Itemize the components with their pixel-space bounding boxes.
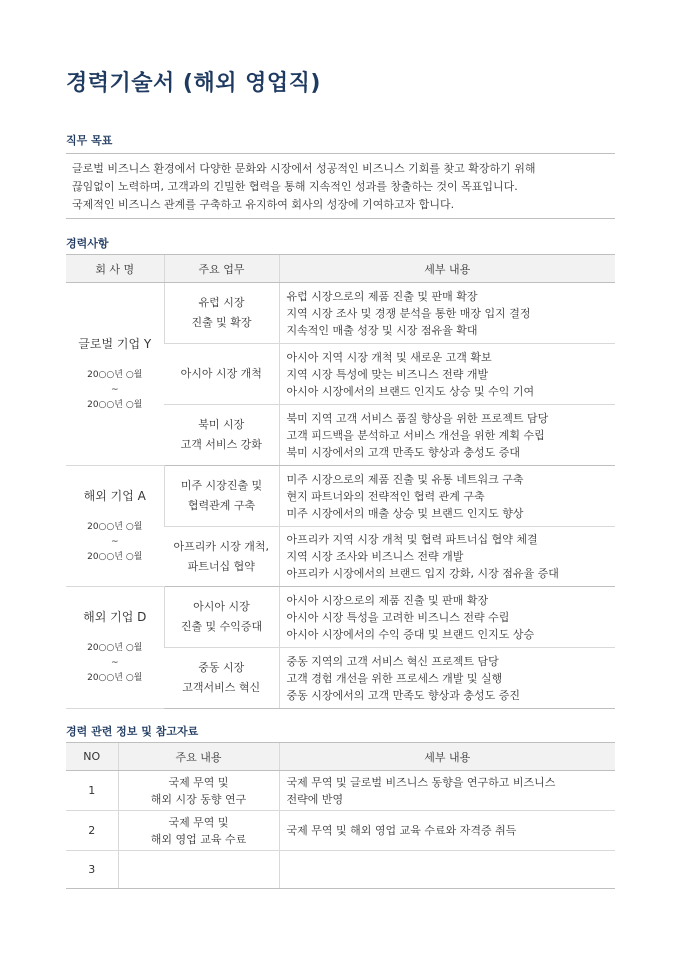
period-tilde: ~	[110, 536, 119, 547]
period-end: 20○○년 ○월	[87, 551, 143, 562]
detail-line: 아시아 시장 특성을 고려한 비즈니스 전략 수립	[286, 610, 510, 624]
period-start: 20○○년 ○월	[87, 643, 143, 653]
ref-main	[118, 851, 279, 889]
header-detail: 세부 내용	[279, 255, 615, 283]
ref-no: 1	[66, 771, 118, 811]
detail-line: 북미 지역 고객 서비스 품질 향상을 위한 프로젝트 담당	[286, 411, 549, 425]
header-company: 회 사 명	[66, 255, 164, 283]
detail-cell	[279, 283, 615, 344]
detail-line: 미주 시장에서의 매출 상승 및 브랜드 인지도 향상	[286, 506, 524, 520]
ref-main-line: 국제 무역 및	[168, 775, 229, 789]
ref-main-line: 국제 무역 및	[168, 815, 229, 829]
detail-line: 아시아 시장에서의 수익 증대 및 브랜드 인지도 상승	[286, 627, 535, 641]
career-header-row	[66, 255, 615, 283]
goal-line: 끊임없이 노력하며, 고객과의 긴밀한 협력을 통해 지속적인 성과를 창출하는 것이 목표입니다.	[72, 180, 518, 193]
detail-line: 아프리카 지역 시장 개척 및 협력 파트너십 협약 체결	[286, 533, 538, 546]
task-line: 고객 서비스 강화	[180, 438, 262, 451]
task-cell	[164, 283, 279, 344]
task-cell	[164, 466, 279, 527]
task-line: 아시아 시장	[193, 600, 250, 613]
detail-cell	[279, 405, 615, 466]
detail-cell	[279, 527, 615, 587]
goal-heading: 직무 목표	[66, 134, 113, 147]
ref-detail	[279, 771, 615, 811]
task-cell	[164, 527, 279, 587]
task-line: 고객서비스 혁신	[182, 681, 261, 694]
detail-line: 아시아 시장으로의 제품 진출 및 판매 확장	[286, 593, 489, 607]
detail-line: 현지 파트너와의 전략적인 협력 관계 구축	[286, 489, 485, 503]
ref-detail	[279, 851, 615, 889]
task-line: 중동 시장	[198, 661, 245, 674]
task-line: 유럽 시장	[198, 296, 245, 309]
detail-line: 미주 시장으로의 제품 진출 및 유통 네트워크 구축	[286, 472, 524, 486]
period-tilde: ~	[110, 658, 119, 668]
header-detail: 세부 내용	[279, 743, 615, 771]
ref-main	[118, 771, 279, 811]
task-cell	[164, 405, 279, 466]
detail-cell	[279, 344, 615, 405]
task-line: 파트너십 협약	[187, 559, 255, 573]
ref-detail-line: 전략에 반영	[286, 792, 344, 806]
task-line: 진출 및 수익증대	[180, 620, 263, 633]
company-name: 해외 기업 D	[83, 610, 147, 624]
ref-main	[118, 811, 279, 851]
table-row	[66, 771, 615, 811]
task-cell	[164, 648, 279, 709]
task-cell	[164, 587, 279, 648]
detail-line: 고객 피드백을 분석하고 서비스 개선을 위한 계획 수립	[286, 428, 545, 442]
career-heading: 경력사항	[66, 237, 109, 250]
goal-line: 국제적인 비즈니스 관계를 구축하고 유지하여 회사의 성장에 기여하고자 합니다.	[72, 198, 455, 211]
career-table	[66, 254, 615, 709]
ref-main-line: 해외 시장 동향 연구	[150, 792, 247, 806]
task-line: 협력관계 구축	[187, 499, 256, 512]
detail-line: 아프리카 시장에서의 브랜드 입지 강화, 시장 점유율 증대	[286, 567, 559, 580]
company-name: 해외 기업 A	[83, 488, 146, 503]
references-heading: 경력 관련 정보 및 참고자료	[66, 725, 199, 738]
task-line: 진출 및 확장	[191, 316, 252, 329]
detail-cell	[279, 466, 615, 527]
task-line: 아시아 시장 개척	[180, 367, 262, 380]
detail-line: 지역 시장 조사 및 경쟁 분석을 통한 매장 입지 결정	[286, 306, 531, 320]
header-task: 주요 업무	[164, 255, 279, 283]
period-start: 20○○년 ○월	[87, 521, 143, 532]
detail-line: 중동 지역의 고객 서비스 혁신 프로젝트 담당	[286, 654, 499, 668]
table-row	[66, 283, 615, 344]
detail-line: 중동 시장에서의 고객 만족도 향상과 충성도 증진	[286, 688, 520, 702]
task-line: 북미 시장	[198, 418, 245, 431]
detail-line: 지역 시장 특성에 맞는 비즈니스 전략 개발	[286, 367, 489, 381]
period-tilde: ~	[110, 384, 119, 395]
task-line: 미주 시장진출 및	[180, 479, 263, 492]
ref-detail	[279, 811, 615, 851]
detail-cell	[279, 587, 615, 648]
detail-line: 지속적인 매출 성장 및 시장 점유율 확대	[286, 323, 478, 337]
table-row	[66, 587, 615, 648]
ref-detail-line: 국제 무역 및 해외 영업 교육 수료와 자격증 취득	[286, 824, 517, 837]
references-table	[66, 742, 615, 889]
ref-no: 3	[66, 851, 118, 889]
header-no: NO	[66, 743, 118, 771]
table-row	[66, 851, 615, 889]
period-end: 20○○년 ○월	[87, 673, 143, 683]
company-name: 글로벌 기업 Y	[78, 336, 152, 351]
task-cell	[164, 344, 279, 405]
goal-box	[66, 153, 615, 219]
goal-line: 글로벌 비즈니스 환경에서 다양한 문화와 시장에서 성공적인 비즈니스 기회를 찾고 확장하기 위해	[72, 162, 536, 175]
table-row	[66, 811, 615, 851]
table-row	[66, 466, 615, 527]
header-main: 주요 내용	[118, 743, 279, 771]
ref-no: 2	[66, 811, 118, 851]
ref-main-line: 해외 영업 교육 수료	[150, 832, 247, 846]
task-line: 아프리카 시장 개척,	[173, 539, 269, 553]
detail-line: 아시아 지역 시장 개척 및 새로운 고객 확보	[286, 350, 492, 364]
references-header-row	[66, 743, 615, 771]
detail-line: 고객 경험 개선을 위한 프로세스 개발 및 실행	[286, 671, 503, 685]
company-cell	[66, 283, 164, 466]
ref-detail-line: 국제 무역 및 글로벌 비즈니스 동향을 연구하고 비즈니스	[286, 775, 556, 789]
detail-line: 유럽 시장으로의 제품 진출 및 판매 확장	[286, 289, 478, 303]
detail-line: 북미 시장에서의 고객 만족도 향상과 충성도 증대	[286, 445, 520, 459]
period-end: 20○○년 ○월	[87, 399, 143, 410]
period-start: 20○○년 ○월	[87, 369, 143, 380]
detail-line: 지역 시장 조사와 비즈니스 전략 개발	[286, 550, 464, 563]
detail-line: 아시아 시장에서의 브랜드 인지도 상승 및 수익 기여	[286, 384, 535, 398]
company-cell	[66, 466, 164, 587]
detail-cell	[279, 648, 615, 709]
page-title: 경력기술서 (해외 영업직)	[66, 71, 321, 96]
company-cell	[66, 587, 164, 709]
